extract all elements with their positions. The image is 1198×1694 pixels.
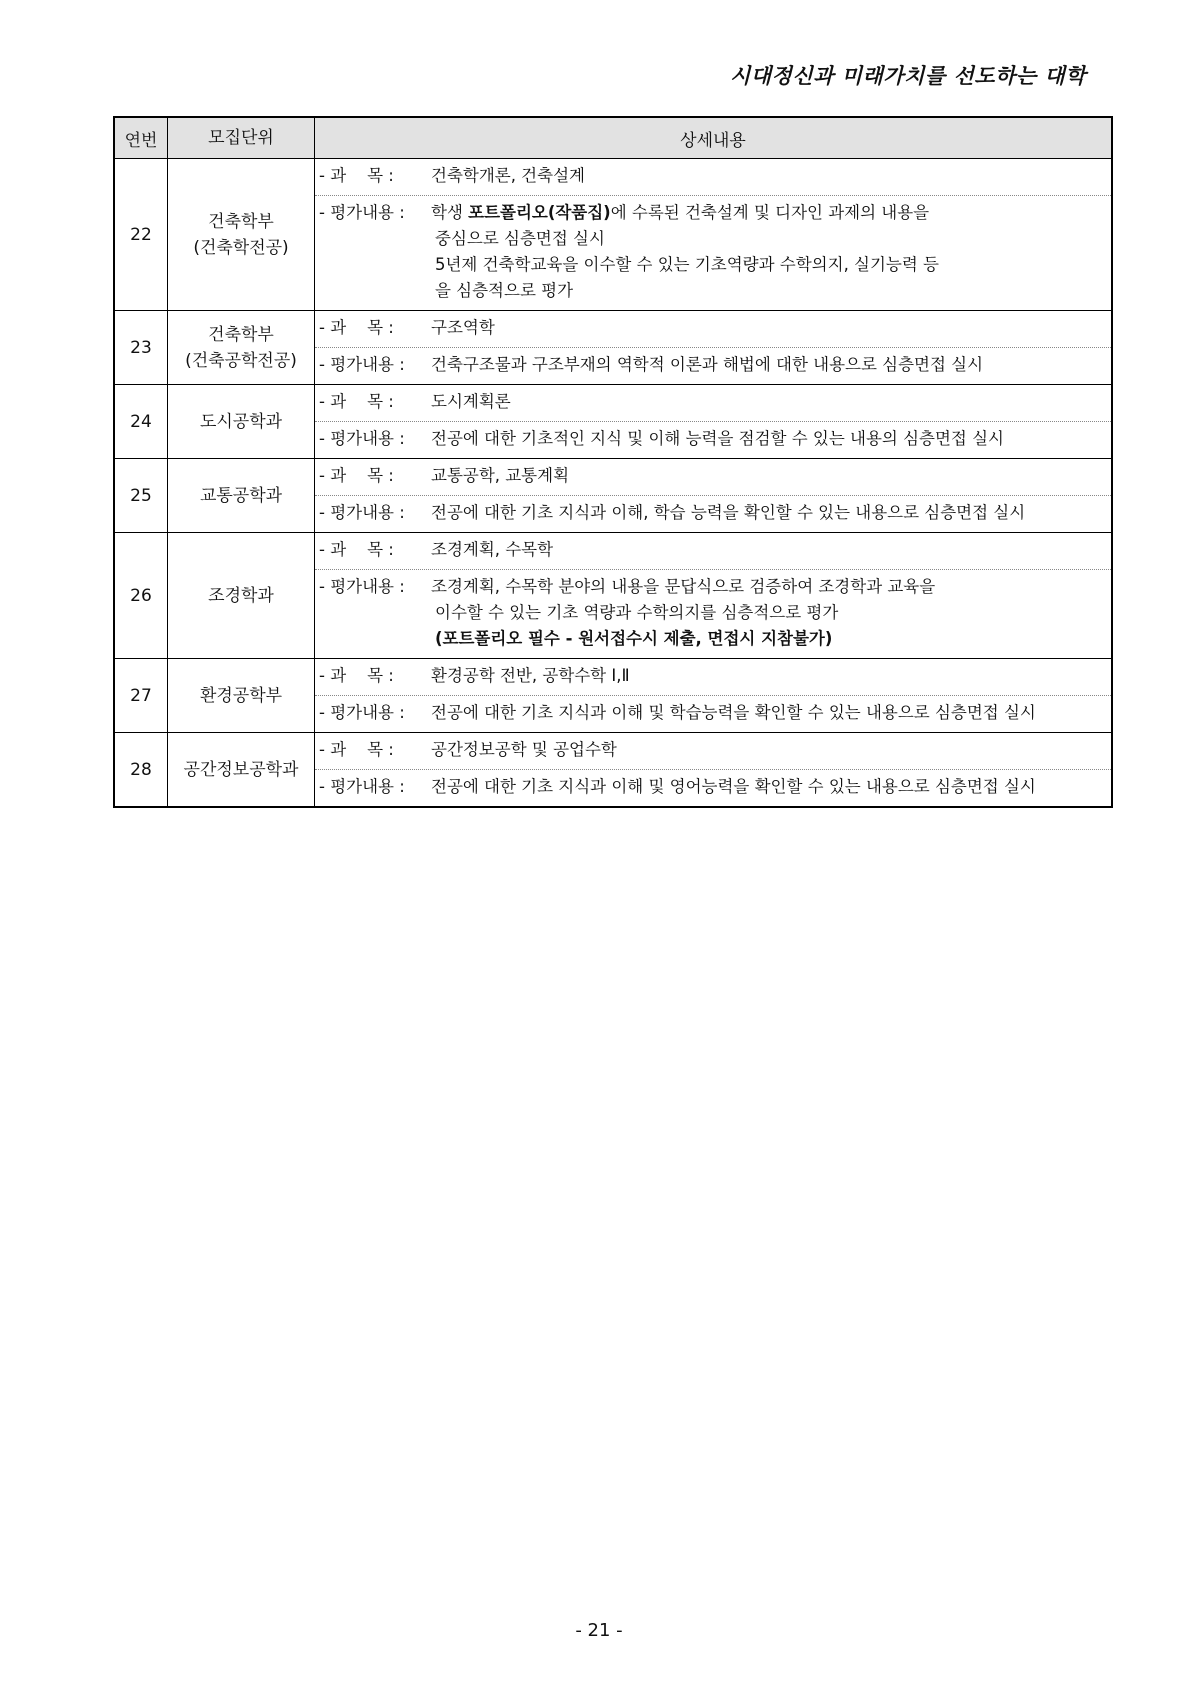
- unit-name: 건축학부: [208, 324, 274, 345]
- table-header-row: [114, 117, 1112, 159]
- row-number: 22: [114, 159, 168, 311]
- detail-cell: [315, 659, 1113, 733]
- header-slogan: 시대정신과 미래가치를 선도하는 대학: [729, 63, 1086, 88]
- subject-label: - 과 목 :: [319, 318, 394, 337]
- subject-text: 공간정보공학 및 공업수학: [431, 740, 617, 759]
- subject-text: 구조역학: [431, 318, 495, 337]
- table-row: [114, 385, 1112, 459]
- subject-line: [315, 159, 1111, 196]
- table-row: [114, 533, 1112, 659]
- unit-name: 환경공학부: [199, 685, 283, 706]
- eval-label: - 평가내용 :: [319, 355, 405, 374]
- eval-text: 전공에 대한 기초 지식과 이해, 학습 능력을 확인할 수 있는 내용으로 심층면접 실시: [431, 503, 1026, 522]
- recruit-unit: [168, 311, 315, 385]
- eval-text-line3: 5년제 건축학교육을 이수할 수 있는 기초역량과 수학의지, 실기능력 등: [435, 255, 939, 274]
- subject-label: - 과 목 :: [319, 166, 394, 185]
- eval-label: - 평가내용 :: [319, 203, 405, 222]
- eval-line: [315, 770, 1111, 806]
- unit-name: 공간정보공학과: [183, 759, 299, 780]
- admission-detail-table: [113, 116, 1113, 808]
- eval-line: [315, 422, 1111, 458]
- eval-line: [315, 570, 1111, 658]
- subject-text: 건축학개론, 건축설계: [431, 166, 585, 185]
- unit-name: 도시공학과: [199, 411, 283, 432]
- row-number: 27: [114, 659, 168, 733]
- subject-line: [315, 659, 1111, 696]
- table-row: [114, 159, 1112, 311]
- recruit-unit: [168, 459, 315, 533]
- detail-cell: [315, 733, 1113, 808]
- table-row: [114, 311, 1112, 385]
- row-number: 26: [114, 533, 168, 659]
- detail-cell: [315, 533, 1113, 659]
- eval-line: [315, 696, 1111, 732]
- table-row: [114, 459, 1112, 533]
- row-number: 23: [114, 311, 168, 385]
- eval-text-line2: 이수할 수 있는 기초 역량과 수학의지를 심층적으로 평가: [435, 603, 839, 622]
- subject-line: [315, 459, 1111, 496]
- unit-name: 조경학과: [208, 585, 274, 606]
- row-number: 28: [114, 733, 168, 808]
- unit-name: 건축학부: [208, 211, 274, 232]
- recruit-unit: [168, 533, 315, 659]
- eval-text-pre: 학생: [431, 203, 469, 222]
- subject-label: - 과 목 :: [319, 392, 394, 411]
- col-header-detail: 상세내용: [315, 117, 1113, 159]
- subject-line: [315, 733, 1111, 770]
- col-header-unit: 모집단위: [168, 117, 315, 159]
- subject-label: - 과 목 :: [319, 540, 394, 559]
- detail-cell: [315, 159, 1113, 311]
- detail-cell: [315, 385, 1113, 459]
- row-number: 24: [114, 385, 168, 459]
- eval-text-line2: 중심으로 심층면접 실시: [435, 229, 605, 248]
- detail-cell: [315, 459, 1113, 533]
- eval-line: [315, 348, 1111, 384]
- table-row: [114, 659, 1112, 733]
- eval-label: - 평가내용 :: [319, 703, 405, 722]
- subject-label: - 과 목 :: [319, 740, 394, 759]
- eval-text-post: 에 수록된 건축설계 및 디자인 과제의 내용을: [610, 203, 930, 222]
- eval-label: - 평가내용 :: [319, 577, 405, 596]
- eval-label: - 평가내용 :: [319, 429, 405, 448]
- subject-text: 조경계획, 수목학: [431, 540, 554, 559]
- eval-line: [315, 496, 1111, 532]
- recruit-unit: [168, 385, 315, 459]
- subject-text: 도시계획론: [431, 392, 511, 411]
- subject-text: 교통공학, 교통계획: [431, 466, 570, 485]
- eval-text: 전공에 대한 기초 지식과 이해 및 학습능력을 확인할 수 있는 내용으로 심층면접 실시: [431, 703, 1036, 722]
- col-header-no: 연번: [114, 117, 168, 159]
- table-row: [114, 733, 1112, 808]
- page-number: - 21 -: [575, 1620, 623, 1641]
- eval-line: [315, 196, 1111, 310]
- unit-name: 교통공학과: [199, 485, 283, 506]
- eval-text-bold: 포트폴리오(작품집): [468, 203, 611, 222]
- subject-line: [315, 533, 1111, 570]
- subject-text: 환경공학 전반, 공학수학 Ⅰ,Ⅱ: [431, 666, 630, 685]
- recruit-unit: [168, 733, 315, 808]
- subject-line: [315, 311, 1111, 348]
- eval-label: - 평가내용 :: [319, 777, 405, 796]
- eval-label: - 평가내용 :: [319, 503, 405, 522]
- eval-text: 전공에 대한 기초 지식과 이해 및 영어능력을 확인할 수 있는 내용으로 심층면접 실시: [431, 777, 1036, 796]
- subject-line: [315, 385, 1111, 422]
- detail-cell: [315, 311, 1113, 385]
- recruit-unit: [168, 659, 315, 733]
- portfolio-note: (포트폴리오 필수 - 원서접수시 제출, 면접시 지참불가): [435, 629, 833, 648]
- unit-sub: (건축공학전공): [185, 350, 297, 371]
- recruit-unit: [168, 159, 315, 311]
- row-number: 25: [114, 459, 168, 533]
- eval-text: 조경계획, 수목학 분야의 내용을 문답식으로 검증하여 조경학과 교육을: [431, 577, 936, 596]
- unit-sub: (건축학전공): [193, 237, 289, 258]
- eval-text: 건축구조물과 구조부재의 역학적 이론과 해법에 대한 내용으로 심층면접 실시: [431, 355, 984, 374]
- subject-label: - 과 목 :: [319, 666, 394, 685]
- eval-text: 전공에 대한 기초적인 지식 및 이해 능력을 점검할 수 있는 내용의 심층면접 실시: [431, 429, 1004, 448]
- eval-text-line4: 을 심층적으로 평가: [435, 281, 574, 300]
- subject-label: - 과 목 :: [319, 466, 394, 485]
